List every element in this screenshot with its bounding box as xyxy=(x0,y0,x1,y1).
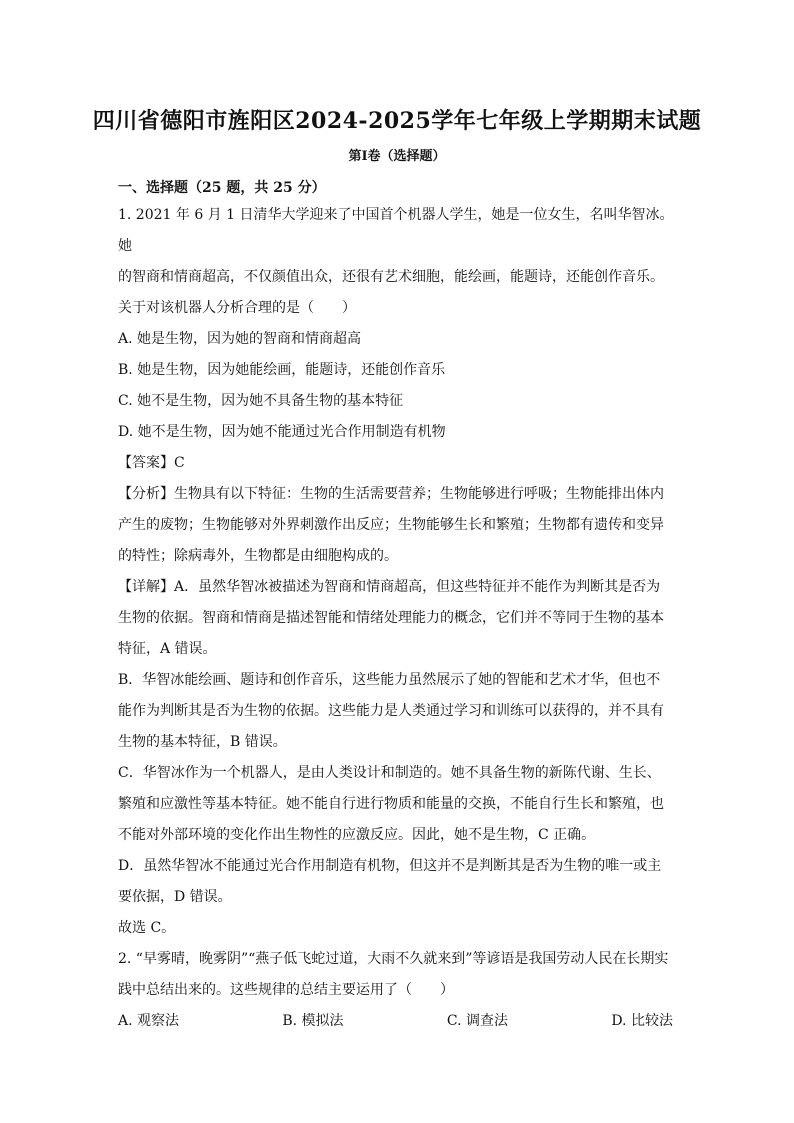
q1-detail-line: 生物的依据。智商和情商是描述智能和情绪处理能力的概念，它们并不等同于生物的基本 xyxy=(118,610,664,626)
detail-text: A．虽然华智冰被描述为智商和情商超高，但这些特征并不能作为判断其是否为 xyxy=(174,579,661,595)
q1-detail-line: 不能对外部环境的变化作出生物性的应激反应。因此，她不是生物，C 正确。 xyxy=(118,827,596,843)
q1-analysis xyxy=(118,479,678,510)
q1-detail-line: D．虽然华智冰不能通过光合作用制造有机物，但这并不是判断其是否为生物的唯一或主 xyxy=(118,858,662,874)
detail-tag: 【详解】 xyxy=(118,579,174,595)
document-body xyxy=(118,200,678,1037)
answer-value: C xyxy=(174,455,185,471)
answer-tag: 【答案】 xyxy=(118,455,174,471)
q1-conclusion: 故选 C。 xyxy=(118,920,176,936)
q1-detail-line: B．华智冰能绘画、题诗和创作音乐，这些能力虽然展示了她的智能和艺术才华，但也不 xyxy=(118,672,661,688)
q1-option-c: C. 她不是生物，因为她不具备生物的基本特征 xyxy=(118,393,404,409)
q1-answer xyxy=(118,448,678,479)
q1-option-d: D. 她不是生物，因为她不能通过光合作用制造有机物 xyxy=(118,424,446,440)
q1-detail-line: 繁殖和应激性等基本特征。她不能自行进行物质和能量的交换，不能自行生长和繁殖，也 xyxy=(118,796,664,812)
q1-detail-line: 特征，A 错误。 xyxy=(118,641,217,657)
q2-option-c: C. 调查法 xyxy=(446,1013,508,1029)
q2-stem-line: 践中总结出来的。这些规律的总结主要运用了（ ） xyxy=(118,982,454,998)
q1-detail xyxy=(118,572,678,603)
section-heading: 一、选择题（25 题，共 25 分） xyxy=(118,180,326,196)
q1-stem-line: 关于对该机器人分析合理的是（ ） xyxy=(118,300,356,316)
q2-stem-line: 2. “早雾晴，晚雾阴”“燕子低飞蛇过道，大雨不久就来到”等谚语是我国劳动人民在长期实 xyxy=(118,951,669,967)
q1-stem-line: 1. 2021 年 6 月 1 日清华大学迎来了中国首个机器人学生，她是一位女生，名叫华智冰。她 xyxy=(118,207,674,254)
analysis-tag: 【分析】 xyxy=(118,486,174,502)
q1-detail-line: C．华智冰作为一个机器人，是由人类设计和制造的。她不具备生物的新陈代谢、生长、 xyxy=(118,765,661,781)
q1-analysis-line: 产生的废物；生物能够对外界刺激作出反应；生物能够生长和繁殖；生物都有遗传和变异 xyxy=(118,517,664,533)
q2-option-a: A. 观察法 xyxy=(118,1013,180,1029)
q1-detail-line: 生物的基本特征，B 错误。 xyxy=(118,734,287,750)
document-title: 四川省德阳市旌阳区2024-2025学年七年级上学期期末试题 xyxy=(92,108,702,134)
document-subtitle: 第I卷（选择题） xyxy=(348,149,446,164)
q1-analysis-line: 的特性；除病毒外，生物都是由细胞构成的。 xyxy=(118,548,398,564)
q1-option-a: A. 她是生物，因为她的智商和情商超高 xyxy=(118,331,362,347)
q1-detail-line: 要依据，D 错误。 xyxy=(118,889,232,905)
q2-options-row xyxy=(118,1006,673,1037)
q1-option-b: B. 她是生物，因为她能绘画，能题诗，还能创作音乐 xyxy=(118,362,446,378)
q1-stem-line: 的智商和情商超高，不仅颜值出众，还很有艺术细胞，能绘画，能题诗，还能创作音乐。 xyxy=(118,269,664,285)
q2-option-b: B. 模拟法 xyxy=(282,1013,344,1029)
analysis-text: 生物具有以下特征：生物的生活需要营养；生物能够进行呼吸；生物能排出体内 xyxy=(174,486,664,502)
q1-detail-line: 能作为判断其是否为生物的依据。这些能力是人类通过学习和训练可以获得的，并不具有 xyxy=(118,703,664,719)
q2-option-d: D. 比较法 xyxy=(611,1013,673,1029)
